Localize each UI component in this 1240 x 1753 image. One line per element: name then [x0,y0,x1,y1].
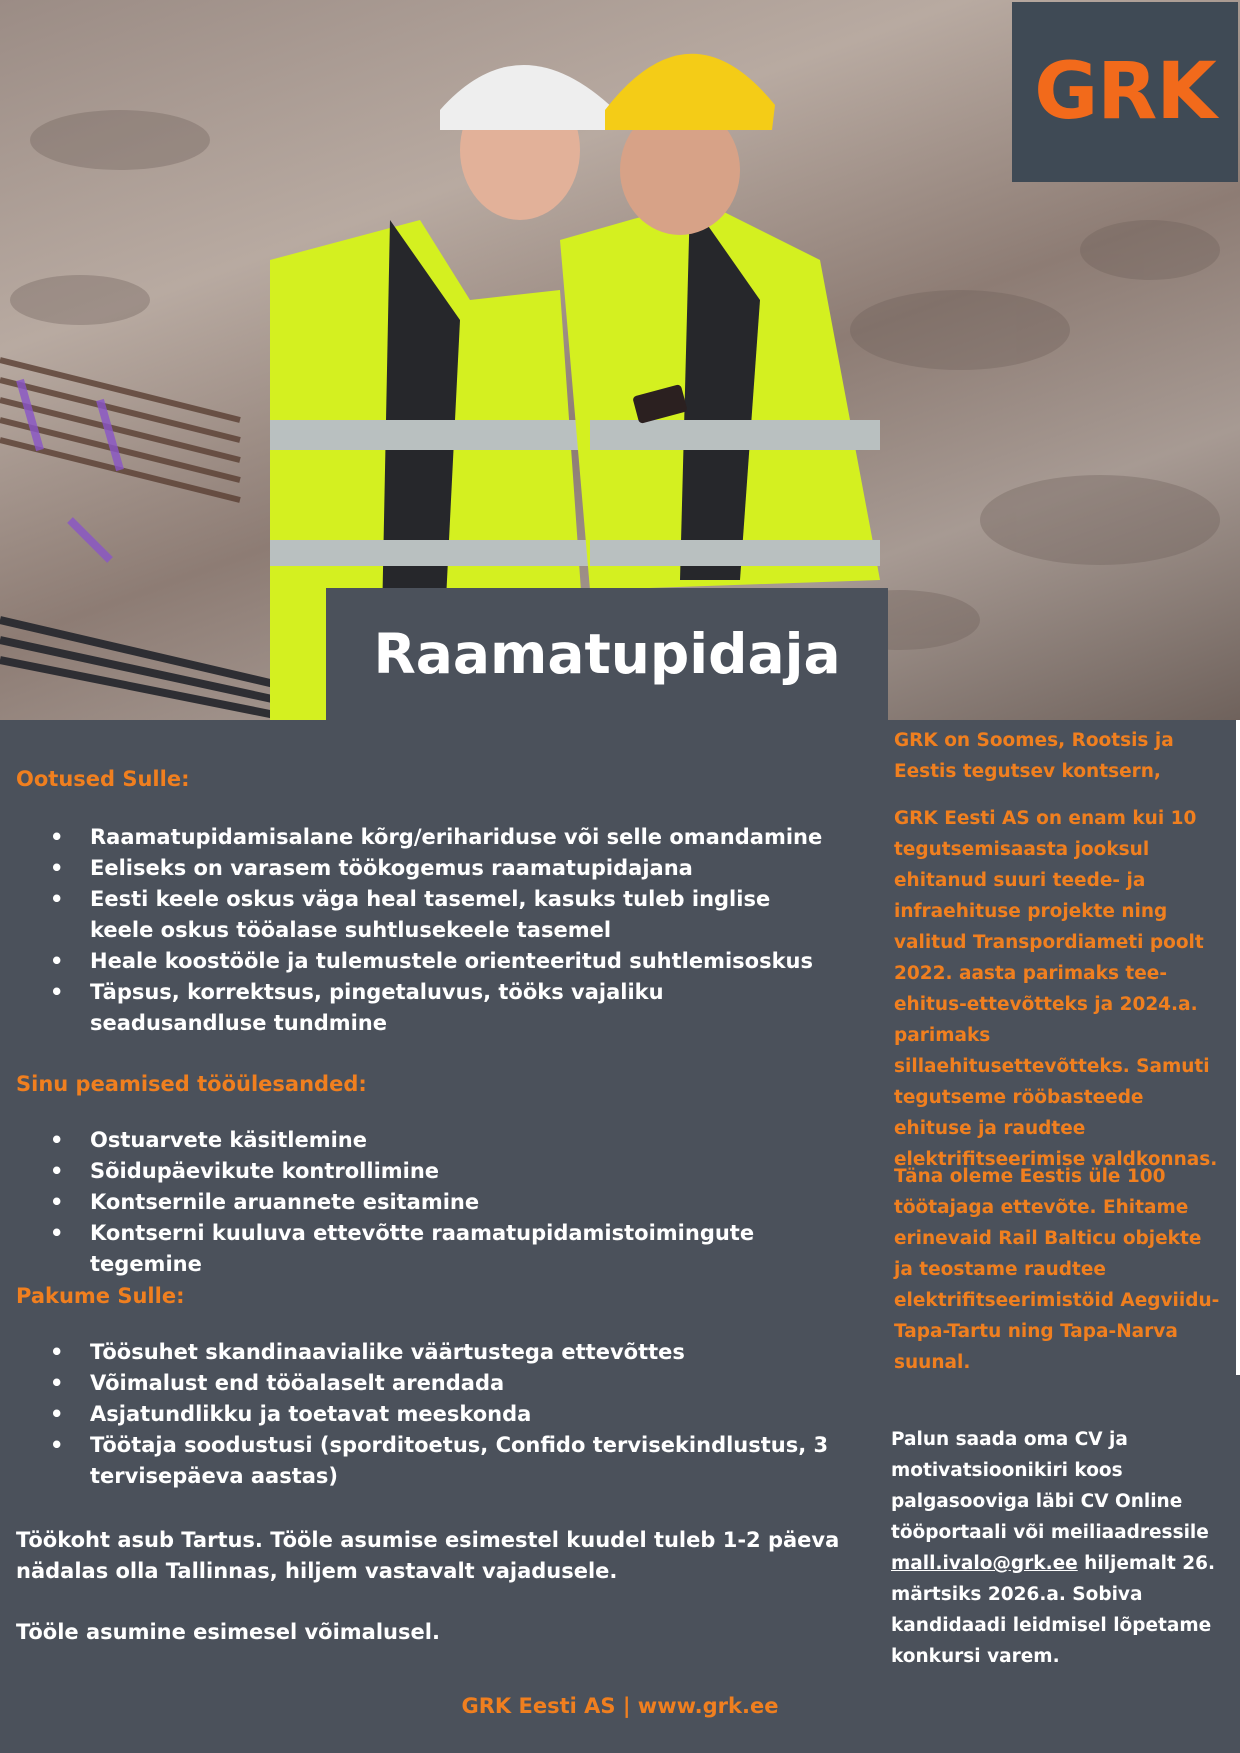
title-box [326,588,888,720]
list-item: • Eesti keele oskus väga heal tasemel, kasuks tuleb inglise keele oskus tööalase suhtlusekeele tasemel [50,884,840,946]
list-item: • Kontsernile aruannete esitamine [50,1187,870,1218]
job-title: Raamatupidaja [373,622,841,686]
list-item: • Heale koostööle ja tulemustele orienteeritud suhtlemisoskus [50,946,840,977]
list-item: • Täpsus, korrektsus, pingetaluvus, tööks vajaliku seadusandluse tundmine [50,977,840,1039]
tasks-list [50,1125,870,1280]
list-item: • Asjatundlikku ja toetavat meeskonda [50,1399,840,1430]
offer-heading: Pakume Sulle: [16,1284,185,1308]
grk-logo-box [1012,2,1238,182]
email-link[interactable]: mall.ivalo@grk.ee [891,1553,1078,1574]
application-info [891,1424,1223,1672]
apply-deadline-text: hiljemalt 26. märtsiks 2026.a. Sobiva kandidaadi leidmisel lõpetame konkursi varem. [891,1553,1216,1667]
sidebar-intro: GRK on Soomes, Rootsis ja Eestis tegutsev kontsern, [894,730,1174,782]
offer-list [50,1337,840,1492]
location-text: Töökoht asub Tartus. Tööle asumise esimestel kuudel tuleb 1-2 päeva nädalas olla Tallinnas, hiljem vastavalt vajadusele. [16,1528,840,1583]
list-item: • Eeliseks on varasem töökogemus raamatupidajana [50,853,840,884]
list-item: • Sõidupäevikute kontrollimine [50,1156,870,1187]
list-item: • Töötaja soodustusi (sporditoetus, Confido tervisekindlustus, 3 tervisepäeva aastas) [50,1430,840,1492]
expectations-heading: Ootused Sulle: [16,767,190,791]
list-item: • Raamatupidamisalane kõrg/erihariduse või selle omandamine [50,822,840,853]
tasks-heading: Sinu peamised tööülesanded: [16,1072,367,1096]
expectations-list [50,822,840,1039]
list-item: • Võimalust end tööalaselt arendada [50,1368,840,1399]
sidebar-about: GRK Eesti AS on enam kui 10 tegutsemisaasta jooksul ehitanud suuri teede- ja infraehituse projekte ning valitud Transpordiameti poolt 2022. aasta parimaks tee-ehitus-ettevõtteks ja 2024.a. parimaks sillaehitusettevõtteks. Samuti tegutseme rööbasteede ehituse ja raudtee elektrifitseerimise valdkonnas. [894,808,1218,1170]
list-item: • Kontserni kuuluva ettevõtte raamatupidamistoimingute tegemine [50,1218,870,1280]
start-text: Tööle asumine esimesel võimalusel. [16,1620,440,1644]
list-item: • Ostuarvete käsitlemine [50,1125,870,1156]
divider [1236,720,1240,1375]
grk-logo: GRK [1034,47,1216,137]
list-item: • Töösuhet skandinaavialike väärtustega ettevõttes [50,1337,840,1368]
apply-text: Palun saada oma CV ja motivatsioonikiri koos palgasooviga läbi CV Online tööportaali või meiliaadressile [891,1429,1209,1543]
sidebar-today: Täna oleme Eestis üle 100 töötajaga ettevõte. Ehitame erinevaid Rail Balticu objekte ja teostame raudtee elektrifitseerimistöid Aegviidu-Tapa-Tartu ning Tapa-Narva suunal. [894,1166,1220,1373]
footer[interactable]: GRK Eesti AS | www.grk.ee [461,1694,779,1718]
